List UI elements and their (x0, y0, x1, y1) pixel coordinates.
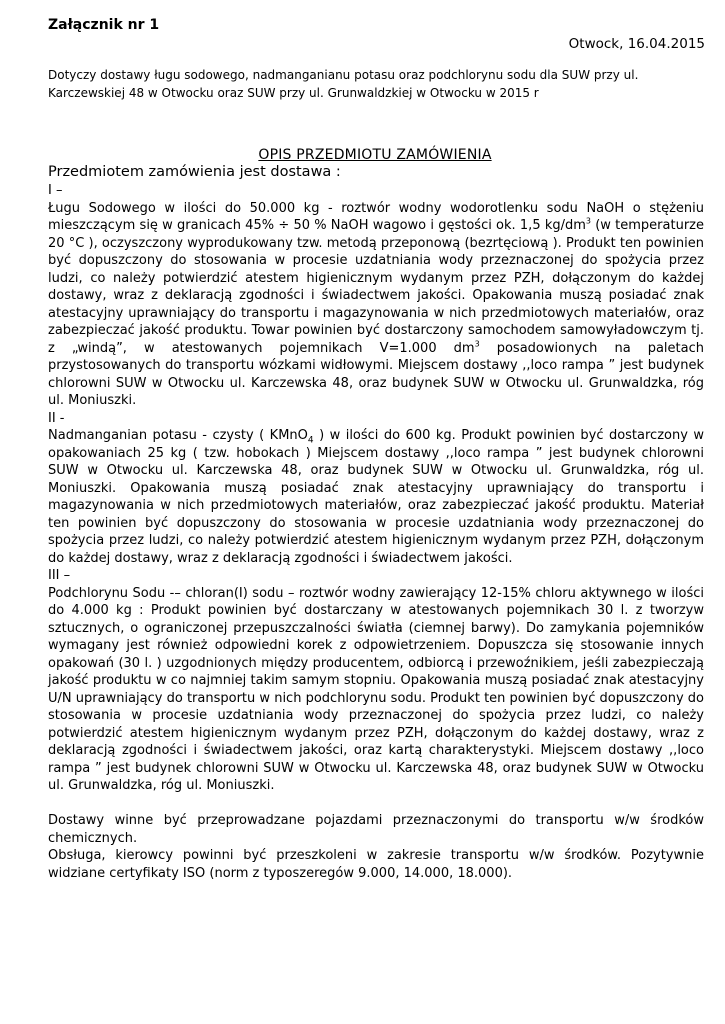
section-1-text-c: posadowionych na paletach przystosowanych do transportu wózkami widłowymi. Miejscem dostawy ,,loco rampa ” jest budynek chlorowni SUW w Otwocku ul. Karczewska 48, oraz budynek SUW w Otwocku ul. Grunwaldzka, róg ul. Moniuszki. (48, 340, 704, 408)
intro-line: Przedmiotem zamówienia jest dostawa : (48, 164, 341, 180)
subject-paragraph: Dotyczy dostawy ługu sodowego, nadmanganianu potasu oraz podchlorynu sodu dla SUW przy ul. Karczewskiej 48 w Otwocku oraz SUW przy ul. Grunwaldzkiej w Otwocku w 2015 r (48, 68, 639, 100)
closing-paragraph-1: Dostawy winne być przeprowadzane pojazdami przeznaczonymi do transportu w/w środków chemicznych. (48, 813, 704, 846)
section-2-paragraph (48, 427, 704, 567)
paragraph-spacer (48, 795, 704, 813)
section-3-paragraph: Podchlorynu Sodu -– chloran(I) sodu – roztwór wodny zawierający 12-15% chloru aktywnego w ilości do 4.000 kg : Produkt powinien być dostarczany w atestowanych pojemnikach 30 l. z tworzyw sztucznych, o ograniczonej przepuszczalności światła (ciemnej barwy). Do zamykania pojemników wymagany jest również odpowiedni korek z odpowietrzeniem. Dopuszcza się stosowanie innych opakowań (30 l. ) uzgodnionych między producentem, odbiorcą i przewoźnikiem, jeśli zabezpieczają jakość produktu w co najmniej takim samym stopniu. Opakowania muszą posiadać znak atestacyjny U/N uprawniający do transportu w nich podchlorynu sodu. Produkt ten powinien być dopuszczony do stosowania w procesie uzdatniania wody przeznaczonej do spożycia przez ludzi, co należy potwierdzić atestem higienicznym wydanym przez PZH, dołączonym do każdej dostawy, wraz z deklaracją zgodności i świadectwem jakości, oraz kartą charakterystyki. Miejscem dostawy ,,loco rampa ” jest budynek chlorowni SUW w Otwocku ul. Karczewska 48, oraz budynek SUW w Otwocku ul. Grunwaldzka, róg ul. Moniuszki. (48, 585, 704, 793)
attachment-label: Załącznik nr 1 (48, 17, 160, 33)
section-1-paragraph (48, 200, 704, 410)
section-2-text-a: Nadmanganian potasu - czysty ( KMnO (48, 428, 308, 443)
closing-paragraph-2: Obsługa, kierowcy powinni być przeszkoleni w zakresie transportu w/w środków. Pozytywnie widziane certyfikaty ISO (norm z typoszeregów 9.000, 14.000, 18.000). (48, 848, 704, 881)
section-1-text-b: (w temperaturze 20 °C ), oczyszczony wyprodukowany tzw. metodą przeponową (bezrtęciową ). Produkt ten powinien być dopuszczony do stosowania w procesie uzdatniania wody przeznaczonej do spożycia przez ludzi, co należy potwierdzić atestem higienicznym wydanym przez PZH, dołączonym do każdej dostawy, wraz z deklaracją zgodności i świadectwem jakości. Opakowania muszą posiadać znak atestacyjny uprawniający do transportu i magazynowania w nich przedmiotowych materiałów, oraz zabezpieczać jakość produktu. Towar powinien być dostarczony samochodem samowyładowczym tj. z „windą”, w atestowanych pojemnikach V=1.000 dm (48, 218, 704, 356)
section-2-text-b: ) w ilości do 600 kg. Produkt powinien być dostarczony w opakowaniach 25 kg ( tzw. hobokach ) Miejscem dostawy ,,loco rampa ” jest budynek chlorowni SUW w Otwocku ul. Karczewska 48, oraz budynek SUW w Otwocku ul. Grunwaldzka, róg ul. Moniuszki. Opakowania muszą posiadać znak atestacyjny uprawniający do transportu i magazynowania w nich przedmiotowych materiałów, oraz zabezpieczać jakość produktu. Materiał ten powinien być dopuszczony do stosowania w procesie uzdatniania wody przeznaczonej do spożycia przez ludzi, co należy potwierdzić atestem higienicznym wydanym przez PZH, dołączonym do każdej dostawy, wraz z deklaracją zgodności i świadectwem jakości. (48, 428, 705, 566)
section-2-marker: II - (48, 410, 65, 426)
section-1-marker: I – (48, 183, 63, 198)
section-3-marker: III – (48, 568, 71, 583)
place-date: Otwock, 16.04.2015 (568, 36, 705, 52)
specification-body (48, 182, 704, 882)
section-1-sup-b: 3 (474, 339, 480, 349)
section-1-text-a: Ługu Sodowego w ilości do 50.000 kg - roztwór wodny wodorotlenku sodu NaOH o stężeniu mieszczącym się w granicach 45% ÷ 50 % NaOH wagowo i gęstości ok. 1,5 kg/dm (48, 200, 704, 233)
section-1-sup-a: 3 (585, 216, 591, 226)
document-title: OPIS PRZEDMIOTU ZAMÓWIENIA (258, 147, 492, 163)
section-2-sub-a: 4 (307, 435, 314, 446)
